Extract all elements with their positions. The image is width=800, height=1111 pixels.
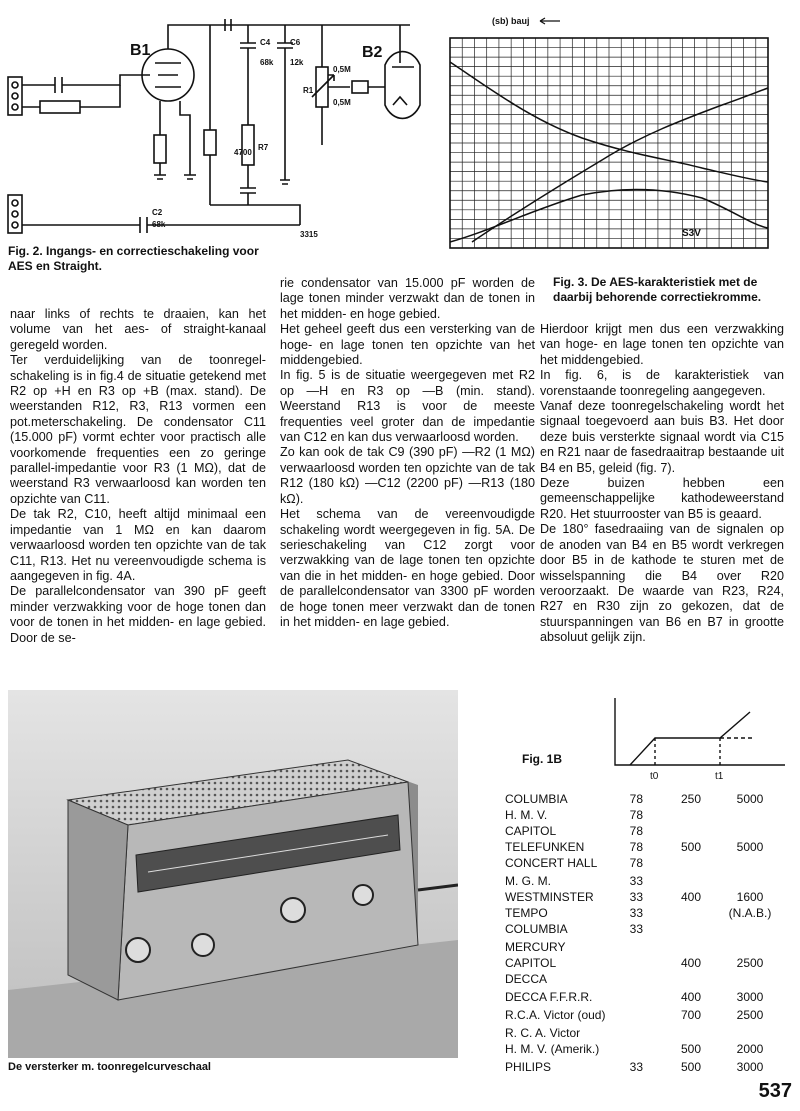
paragraph: Vanaf deze toonregelschakeling wordt het signaal toegevoerd aan buis B3. Het door deze buis versterkte signaal wordt via C15 en R21 naar de fasedraaitrap bestaande uit B4 en B5, geleid (fig. 7). [540, 399, 784, 475]
page-number: 537 [758, 1080, 792, 1102]
fig1b-t0-label: t0 [650, 771, 659, 782]
table-cell-label: CAPITOL [505, 824, 557, 838]
table-cell-speed: 78 [629, 808, 643, 822]
table-cell-value-2: 2500 [736, 1008, 764, 1022]
table-cell-speed: 33 [629, 922, 643, 936]
table-cell-value-1: 500 [680, 1042, 702, 1056]
paragraph: Zo kan ook de tak C9 (390 pF) —R2 (1 MΩ) verwaarloosd worden ten opzichte van de tak R12 (180 kΩ) —C12 (2200 pF) —R13 (180 kΩ). [280, 445, 535, 506]
record-curve-table [505, 790, 780, 1074]
table-cell-value-1: 400 [680, 956, 702, 970]
table-cell-speed: 78 [629, 856, 643, 870]
table-cell-value-1: 500 [680, 840, 702, 854]
fig2-label: B2 [362, 44, 383, 61]
fig2-caption: Fig. 2. Ingangs- en correctieschakeling voor AES en Straight. [8, 244, 259, 273]
table-row [505, 1042, 780, 1056]
table-row [505, 940, 780, 954]
paragraph: De parallelcondensator van 390 pF geeft minder verzwakking voor de hoge tonen dan voor de tonen in het midden- en lage gebied. Door de se- [10, 584, 266, 645]
table-cell-value-2: 3000 [736, 990, 764, 1004]
table-row [505, 972, 780, 986]
table-cell-value-1: 500 [680, 1060, 702, 1074]
table-cell-label: COLUMBIA [505, 922, 568, 936]
paragraph: De 180° fasedraaiing van de signalen op de anoden van B4 en B5 wordt verkregen door B5 in de kathode te sturen met de wisselspanning die B4 over R20 veroorzaakt. De waarde van R23, R24, R27 en R30 zijn zo gekozen, dat de stuurspanningen van B6 en B7 in grootte absoluut gelijk zijn. [540, 522, 784, 645]
fig2-label: B1 [130, 42, 151, 59]
table-cell-value-2: 1600 [736, 890, 764, 904]
table-cell-label: R. C. A. Victor [505, 1026, 581, 1040]
table-row [505, 856, 780, 870]
table-row [505, 808, 780, 822]
table-row [505, 1060, 780, 1074]
table-row [505, 874, 780, 888]
table-cell-label: R.C.A. Victor (oud) [505, 1008, 606, 1022]
paragraph: Het schema van de vereenvoudigde schakeling wordt weergegeven in fig. 5A. De serieschakeling van C12 zorgt voor verzwakking van de lage tonen ten opzichte van die in het midden- en hoge gebied. Door de parallelcondensator van 3300 pF worden de hoge tonen meer verzwakt dan de tonen in het midden- en lage gebied. [280, 507, 535, 629]
table-cell-label: CONCERT HALL [505, 856, 598, 870]
fig1b-caption: Fig. 1B [522, 752, 563, 766]
paragraph: Deze buizen hebben een gemeenschappelijke kathodeweerstand R20. Het stuurrooster van B5 is geaard. [540, 476, 784, 521]
table-cell-speed: 33 [629, 874, 643, 888]
text-column-1 [10, 307, 266, 646]
table-cell-label: M. G. M. [505, 874, 551, 888]
paragraph: naar links of rechts te draaien, kan het volume van het aes- of straight-kanaal geregeld worden. [10, 307, 266, 352]
table-cell-value-2: 3000 [736, 1060, 764, 1074]
fig3-top-label: (sb) bauj [492, 16, 530, 26]
paragraph: De tak R2, C10, heeft altijd minimaal een impedantie van 1 MΩ en kan daarom verwaarloosd worden ten opzichte van de tak C11, R13. Het nu vereenvoudigde schema is aangegeven in fig. 4A. [10, 507, 266, 583]
fig2-label: C2 [152, 208, 163, 217]
fig2-label: C6 [290, 38, 301, 47]
table-cell-label: CAPITOL [505, 956, 557, 970]
paragraph: In fig. 6, is de karakteristiek van vorenstaande toonregeling aangegeven. [540, 368, 784, 398]
table-row [505, 922, 780, 936]
fig2-label: 12k [290, 58, 304, 67]
fig1b-chart [600, 690, 790, 785]
table-cell-label: TEMPO [505, 906, 548, 920]
table-cell-label: DECCA F.F.R.R. [505, 990, 593, 1004]
fig2-label: 0,5M [333, 98, 351, 107]
fig2-label: 3315 [300, 230, 318, 239]
table-cell-value-2: 2500 [736, 956, 764, 970]
paragraph: In fig. 5 is de situatie weergegeven met R2 op —H en R3 op —B (min. stand). Weerstand R13 is voor de meeste frequenties veel groter dan de impedantie van C12 en kan dus verwaarloosd worden. [280, 368, 535, 445]
table-cell-label: H. M. V. (Amerik.) [505, 1042, 600, 1056]
table-cell-speed: 78 [629, 792, 643, 806]
table-cell-speed: 33 [629, 890, 643, 904]
table-cell-value-2: 5000 [736, 792, 764, 806]
table-cell-label: COLUMBIA [505, 792, 568, 806]
fig2-label: 4700 [234, 148, 252, 157]
table-cell-label: DECCA [505, 972, 548, 986]
table-cell-label: H. M. V. [505, 808, 548, 822]
fig3-chart [432, 10, 800, 260]
photo-caption: De versterker m. toonregelcurveschaal [8, 1061, 211, 1073]
table-row [505, 840, 780, 854]
table-cell-speed: 78 [629, 840, 643, 854]
fig2-label: C4 [260, 38, 271, 47]
fig3-caption: Fig. 3. De AES-karakteristiek met de daarbij behorende correctiekromme. [553, 275, 762, 304]
table-cell-label: PHILIPS [505, 1060, 552, 1074]
table-cell-value-1: 400 [680, 990, 702, 1004]
table-row [505, 906, 780, 920]
amplifier-photo [8, 690, 458, 1058]
table-row [505, 1008, 780, 1022]
table-row [505, 792, 780, 806]
fig2-label: R1 [303, 86, 314, 95]
table-cell-value-2: 2000 [736, 1042, 764, 1056]
fig1b-t1-label: t1 [715, 771, 724, 782]
table-cell-label: WESTMINSTER [505, 890, 594, 904]
table-cell-label: MERCURY [505, 940, 566, 954]
text-column-3 [540, 322, 784, 646]
table-cell-speed: 78 [629, 824, 643, 838]
text-column-2 [280, 276, 535, 630]
table-row [505, 990, 780, 1004]
table-cell-label: TELEFUNKEN [505, 840, 585, 854]
fig3-curve-label: S3V [682, 228, 701, 239]
fig2-label: 68k [152, 220, 166, 229]
fig2-label: R7 [258, 143, 269, 152]
table-cell-value-1: 400 [680, 890, 702, 904]
table-cell-value-2: 5000 [736, 840, 764, 854]
paragraph: Hierdoor krijgt men dus een verzwakking van hoge- en lage tonen ten opzichte van het middengebied. [540, 322, 784, 367]
table-cell-value-1: 700 [680, 1008, 702, 1022]
table-cell-speed: 33 [629, 906, 643, 920]
fig2-label: 0,5M [333, 65, 351, 74]
table-cell-value-2: (N.A.B.) [728, 906, 772, 920]
table-cell-value-1: 250 [680, 792, 702, 806]
fig2-schematic [0, 5, 440, 240]
paragraph: Ter verduidelijking van de toonregel-schakeling is in fig.4 de situatie getekend met R2 op +H en R3 op +B (max. stand). De weerstanden R12, R3, R13 vormen een pot.meterschakeling. De condensator C11 (15.000 pF) vormt echter voor practisch alle voorkomende frequenties een zo geringe parallel-impedantie voor R3 (1 MΩ), dat de weerstand R3 verwaarloosd kan worden ten opzichte van C11. [10, 353, 266, 506]
table-row [505, 1026, 780, 1040]
fig2-label: 68k [260, 58, 274, 67]
table-row [505, 956, 780, 970]
table-row [505, 890, 780, 904]
paragraph: rie condensator van 15.000 pF worden de lage tonen minder verzwakt dan de tonen in het midden- en hoge gebied. [280, 276, 535, 321]
table-row [505, 824, 780, 838]
table-cell-speed: 33 [629, 1060, 643, 1074]
paragraph: Het geheel geeft dus een versterking van de hoge- en lage tonen ten opzichte van het middengebied. [280, 322, 535, 368]
